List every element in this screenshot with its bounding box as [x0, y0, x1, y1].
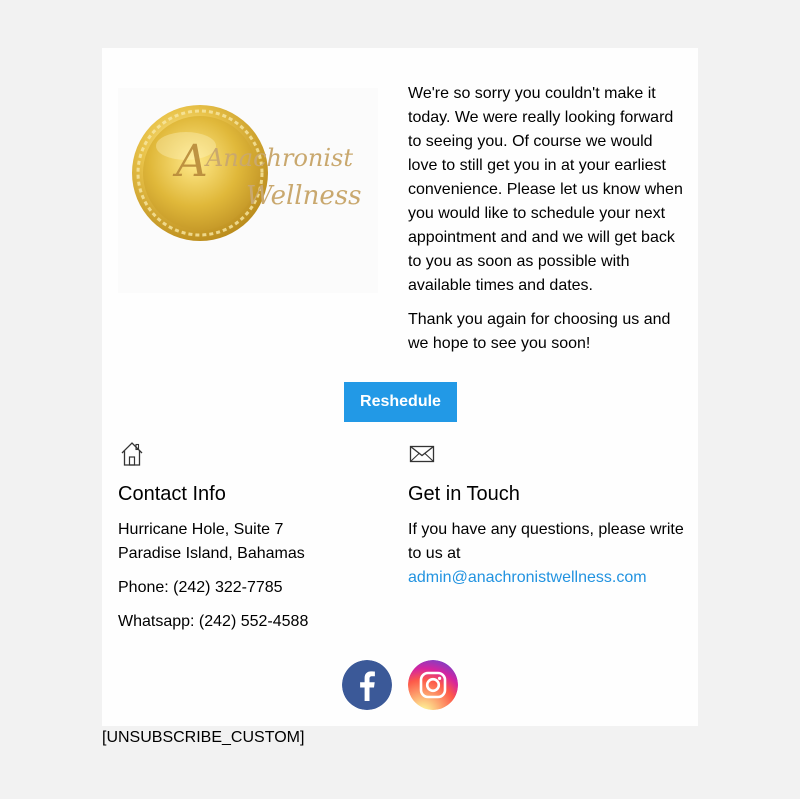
contact-info-section — [118, 440, 396, 634]
intro-paragraph-2: Thank you again for choosing us and we hope to see you soon! — [408, 311, 671, 352]
get-in-touch-section — [408, 440, 686, 590]
intro-paragraph-1: We're so sorry you couldn't make it today. We were really looking forward to seeing you. Of course we would love to still get you in at your earliest convenience. Please let us know when you would like to schedule your next appointment and and we will get back to you as soon as possible with available times and dates. — [408, 85, 683, 294]
home-icon — [118, 440, 146, 468]
contact-heading: Contact Info — [118, 483, 226, 505]
address — [118, 518, 396, 566]
address-line-2: Paradise Island, Bahamas — [118, 545, 305, 562]
instagram-icon[interactable] — [408, 660, 458, 710]
facebook-icon[interactable] — [342, 660, 392, 710]
reschedule-button[interactable]: Reshedule — [344, 382, 457, 422]
social-links — [342, 660, 458, 710]
address-line-1: Hurricane Hole, Suite 7 — [118, 521, 284, 538]
unsubscribe-link[interactable]: [UNSUBSCRIBE_CUSTOM] — [102, 729, 305, 746]
logo-line1: Anachronist — [206, 144, 354, 172]
logo-line2: Wellness — [246, 181, 362, 211]
email-link[interactable]: admin@anachronistwellness.com — [408, 569, 647, 586]
touch-heading: Get in Touch — [408, 483, 520, 505]
touch-text — [408, 518, 686, 590]
whatsapp-number: Whatsapp: (242) 552-4588 — [118, 613, 309, 630]
touch-description: If you have any questions, please write to us at — [408, 521, 684, 562]
brand-logo — [118, 88, 378, 293]
phone-number: Phone: (242) 322-7785 — [118, 579, 283, 596]
envelope-icon — [408, 440, 436, 468]
email-card — [102, 48, 698, 726]
logo-monogram-a: A — [176, 136, 208, 187]
intro-message — [408, 82, 686, 366]
logo-graphic — [118, 88, 378, 293]
